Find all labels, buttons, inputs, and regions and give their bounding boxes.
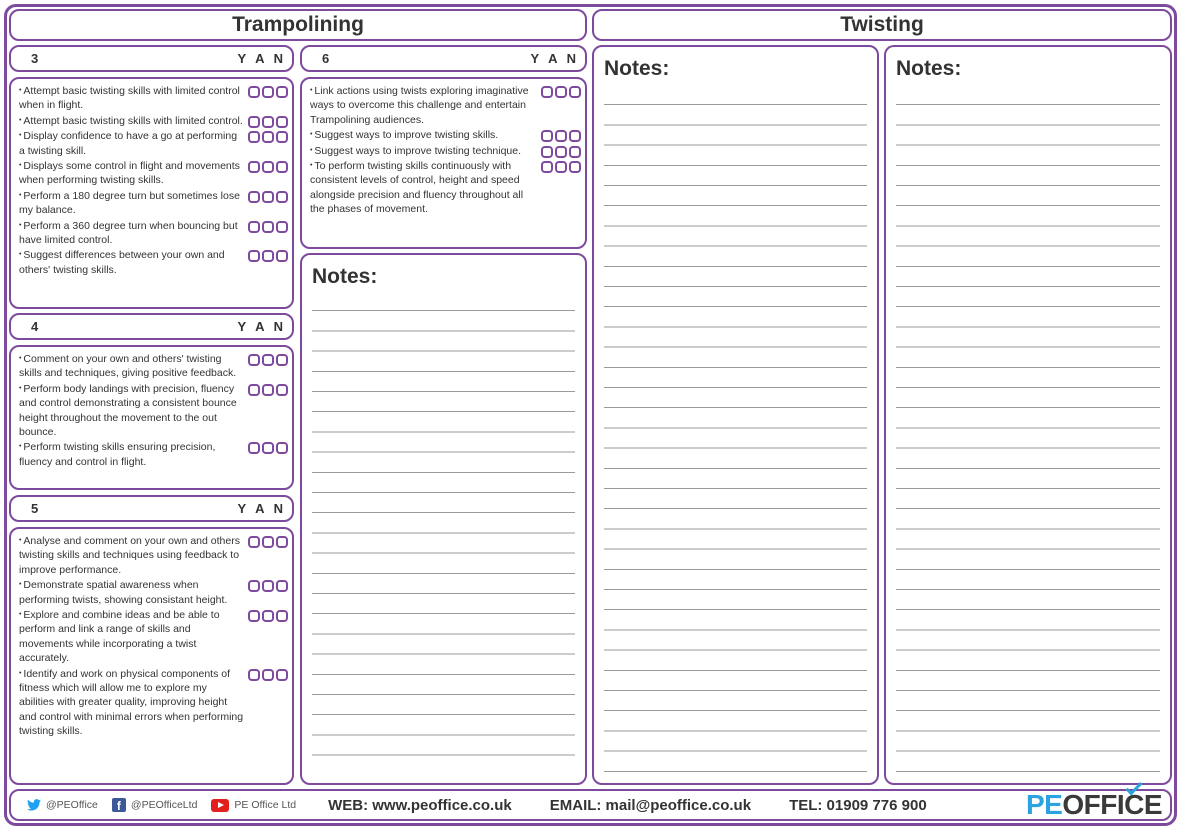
checkbox-yes[interactable] [541, 130, 553, 142]
yan-label: Y A N [237, 51, 286, 66]
trampolining-title: Trampolining [232, 13, 364, 36]
yan-checkboxes [248, 442, 288, 454]
level-4-header [9, 313, 294, 340]
checkbox-no[interactable] [276, 536, 288, 548]
yan-checkboxes [248, 191, 288, 203]
yan-checkboxes [248, 536, 288, 548]
checkbox-yes[interactable] [248, 131, 260, 143]
checkbox-almost[interactable] [555, 86, 567, 98]
criterion-text: • Analyse and comment on your own and others twisting skills and techniques using feedback to improve performance. [19, 534, 248, 577]
notes-box-right-2[interactable] [884, 45, 1172, 785]
checkbox-almost[interactable] [262, 669, 274, 681]
criterion-text: • Comment on your own and others' twisting skills and techniques, giving positive feedback. [19, 352, 248, 381]
criterion-text: • Perform twisting skills ensuring precision, fluency and control in flight. [19, 440, 248, 469]
yan-checkboxes [248, 131, 288, 143]
youtube-link[interactable] [211, 799, 296, 812]
checkbox-yes[interactable] [248, 669, 260, 681]
criterion-text: • Perform a 180 degree turn but sometimes lose my balance. [19, 189, 248, 218]
criterion-text: • Attempt basic twisting skills with limited control when in flight. [19, 84, 248, 113]
checkbox-yes[interactable] [248, 610, 260, 622]
criterion-item [310, 84, 581, 127]
yan-label: Y A N [237, 501, 286, 516]
yan-checkboxes [248, 221, 288, 233]
criteria-list [11, 529, 292, 739]
checkbox-yes[interactable] [248, 580, 260, 592]
facebook-handle: @PEOfficeLtd [130, 799, 198, 811]
checkbox-almost[interactable] [262, 116, 274, 128]
checkbox-yes[interactable] [248, 442, 260, 454]
criterion-text: • Displays some control in flight and movements when performing twisting skills. [19, 159, 248, 188]
checkbox-almost[interactable] [262, 161, 274, 173]
yan-checkboxes [541, 130, 581, 142]
checkbox-no[interactable] [569, 161, 581, 173]
level-number: 4 [31, 319, 39, 334]
checkbox-no[interactable] [276, 610, 288, 622]
criterion-item [310, 128, 581, 142]
checkbox-yes[interactable] [248, 161, 260, 173]
criterion-text: • Link actions using twists exploring imaginative ways to overcome this challenge and entertain Trampolining audiences. [310, 84, 541, 127]
yan-label: Y A N [530, 51, 579, 66]
checkbox-almost[interactable] [262, 580, 274, 592]
checkbox-yes[interactable] [248, 116, 260, 128]
criterion-item [19, 189, 288, 218]
checkbox-no[interactable] [276, 442, 288, 454]
yan-checkboxes [541, 86, 581, 98]
yan-checkboxes [248, 250, 288, 262]
level-6-criteria [300, 77, 587, 249]
criteria-list [11, 79, 292, 277]
checkbox-yes[interactable] [248, 191, 260, 203]
yan-checkboxes [248, 580, 288, 592]
level-3-criteria [9, 77, 294, 309]
ruled-lines [312, 291, 575, 775]
notes-heading: Notes: [604, 57, 670, 80]
criterion-item [19, 352, 288, 381]
criterion-item [19, 608, 288, 666]
checkbox-no[interactable] [276, 116, 288, 128]
checkbox-no[interactable] [276, 354, 288, 366]
level-5-header [9, 495, 294, 522]
level-3-header [9, 45, 294, 72]
criterion-item [19, 84, 288, 113]
ruled-lines [604, 85, 867, 775]
level-6-header [300, 45, 587, 72]
checkbox-almost[interactable] [262, 86, 274, 98]
criterion-item [19, 534, 288, 577]
checkbox-no[interactable] [276, 580, 288, 592]
telephone-number[interactable]: TEL: 01909 776 900 [789, 796, 927, 814]
level-4-criteria [9, 345, 294, 490]
checkbox-no[interactable] [276, 250, 288, 262]
criterion-item [19, 129, 288, 158]
yan-checkboxes [541, 161, 581, 173]
notes-heading: Notes: [312, 265, 378, 288]
criterion-item [19, 440, 288, 469]
checkbox-no[interactable] [276, 669, 288, 681]
criterion-item [310, 159, 581, 217]
criterion-text: • Suggest differences between your own and others' twisting skills. [19, 248, 248, 277]
twisting-title: Twisting [840, 13, 924, 36]
criterion-item [19, 159, 288, 188]
criterion-text: • Demonstrate spatial awareness when performing twists, showing consistant height. [19, 578, 248, 607]
criterion-text: • Suggest ways to improve twisting skills. [310, 128, 541, 142]
yan-checkboxes [248, 116, 288, 128]
checkbox-yes[interactable] [248, 536, 260, 548]
twitter-icon [27, 799, 41, 811]
criterion-text: • Display confidence to have a go at performing a twisting skill. [19, 129, 248, 158]
checkbox-yes[interactable] [248, 86, 260, 98]
criterion-item [19, 667, 288, 739]
checkbox-almost[interactable] [262, 384, 274, 396]
criteria-list [302, 79, 585, 217]
twitter-handle: @PEOffice [46, 799, 98, 811]
notes-box-middle[interactable] [300, 253, 587, 785]
checkbox-almost[interactable] [262, 191, 274, 203]
level-number: 6 [322, 51, 330, 66]
section-title-twisting [592, 9, 1172, 41]
criterion-text: • Identify and work on physical components of fitness which will allow me to explore my abilities with greater quality, improving height and control with minimal errors when performing twisting skills. [19, 667, 248, 739]
yan-checkboxes [248, 161, 288, 173]
youtube-handle: PE Office Ltd [234, 799, 297, 811]
checkbox-no[interactable] [569, 86, 581, 98]
checkbox-almost[interactable] [262, 354, 274, 366]
web-address[interactable]: WEB: www.peoffice.co.uk [328, 796, 512, 814]
section-title-trampolining [9, 9, 587, 41]
logo-pe: PE [1025, 789, 1063, 820]
peoffice-logo [1026, 789, 1162, 821]
criterion-text: • Perform a 360 degree turn when bouncing but have limited control. [19, 219, 248, 248]
checkbox-no[interactable] [276, 384, 288, 396]
level-number: 5 [31, 501, 39, 516]
checkbox-no[interactable] [276, 161, 288, 173]
checkbox-almost[interactable] [555, 130, 567, 142]
criterion-item [19, 114, 288, 128]
level-number: 3 [31, 51, 39, 66]
checkbox-yes[interactable] [248, 354, 260, 366]
notes-heading: Notes: [896, 57, 962, 80]
yan-checkboxes [248, 384, 288, 396]
criterion-text: • Suggest ways to improve twisting technique. [310, 144, 541, 158]
footer-bar [9, 789, 1172, 821]
ruled-lines [896, 85, 1160, 775]
criterion-text: • Explore and combine ideas and be able to perform and link a range of skills and movements while incorporating a twist accurately. [19, 608, 248, 666]
checkbox-almost[interactable] [262, 610, 274, 622]
yan-checkboxes [248, 86, 288, 98]
yan-checkboxes [248, 610, 288, 622]
facebook-icon: f [112, 798, 126, 812]
criterion-item [19, 248, 288, 277]
criterion-item [19, 219, 288, 248]
checkbox-yes[interactable] [541, 161, 553, 173]
checkbox-almost[interactable] [555, 146, 567, 158]
checkbox-almost[interactable] [262, 221, 274, 233]
criterion-text: • To perform twisting skills continuously with consistent levels of control, height and speed alongside precision and fluency throughout all the phases of movement. [310, 159, 541, 217]
checkbox-no[interactable] [276, 86, 288, 98]
criteria-list [11, 347, 292, 469]
checkbox-yes[interactable] [248, 384, 260, 396]
checkbox-yes[interactable] [541, 86, 553, 98]
level-5-criteria [9, 527, 294, 785]
criterion-item [19, 578, 288, 607]
checkbox-yes[interactable] [248, 250, 260, 262]
criterion-text: • Attempt basic twisting skills with limited control. [19, 114, 248, 128]
checkbox-almost[interactable] [262, 250, 274, 262]
yan-checkboxes [248, 354, 288, 366]
notes-box-right-1[interactable] [592, 45, 879, 785]
twitter-link[interactable] [27, 799, 98, 811]
youtube-icon [211, 799, 229, 812]
checkbox-no[interactable] [276, 191, 288, 203]
checkbox-yes[interactable] [248, 221, 260, 233]
checkbox-yes[interactable] [541, 146, 553, 158]
logo-office: OFFICE [1062, 789, 1162, 820]
checkbox-no[interactable] [569, 146, 581, 158]
checkbox-no[interactable] [276, 131, 288, 143]
criterion-text: • Perform body landings with precision, fluency and control demonstrating a consistent bounce height throughout the movement to the out bounce. [19, 382, 248, 440]
checkbox-almost[interactable] [262, 536, 274, 548]
email-address[interactable]: EMAIL: mail@peoffice.co.uk [549, 796, 752, 814]
checkbox-almost[interactable] [555, 161, 567, 173]
yan-label: Y A N [237, 319, 286, 334]
checkbox-almost[interactable] [262, 442, 274, 454]
checkbox-no[interactable] [569, 130, 581, 142]
checkbox-no[interactable] [276, 221, 288, 233]
yan-checkboxes [248, 669, 288, 681]
checkbox-almost[interactable] [262, 131, 274, 143]
facebook-link[interactable] [112, 798, 198, 812]
criterion-item [310, 144, 581, 158]
yan-checkboxes [541, 146, 581, 158]
criterion-item [19, 382, 288, 440]
